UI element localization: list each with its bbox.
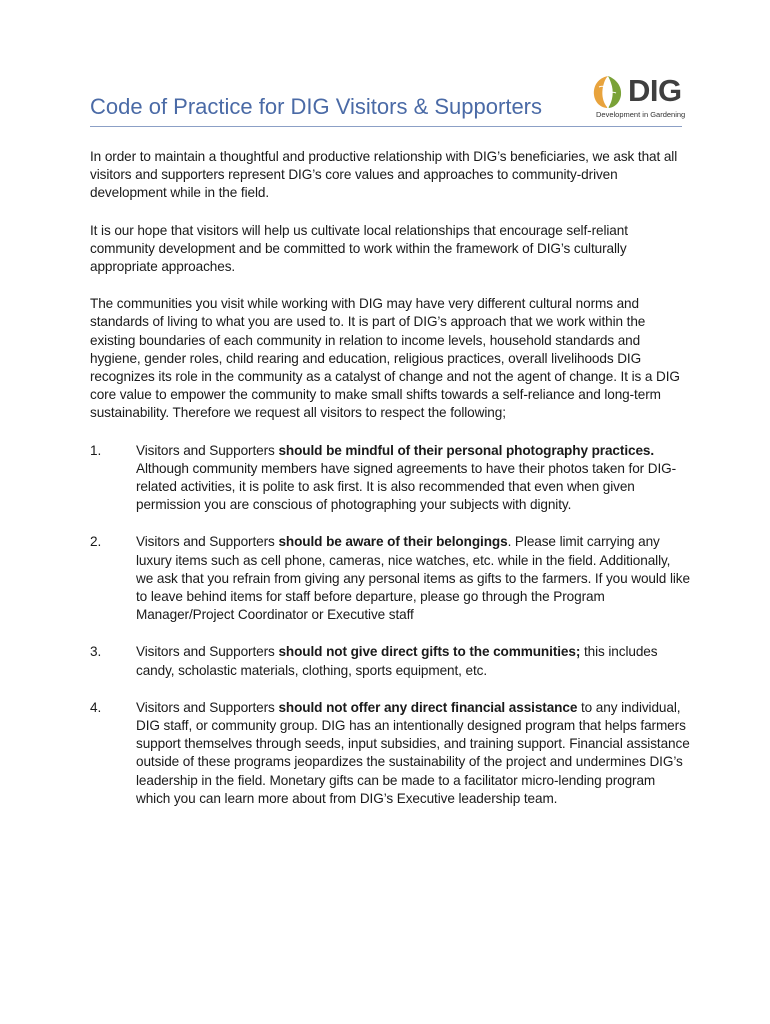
item-rest: to any individual, DIG staff, or community group. DIG has an intentionally designed program that helps farmers support themselves through seeds, input subsidies, and training support. Financial assistance outside of these programs jeopardizes the sustainability of the project and undermines DIG’s leadership in the field. Monetary gifts can be made to a facilitator micro-lending program which you can learn more about from DIG’s Executive leadership team. [136, 699, 690, 806]
logo-wordmark: DIG [628, 73, 682, 108]
list-item-number: 4. [90, 699, 102, 715]
hope-paragraph: It is our hope that visitors will help us cultivate local relationships that encourage self-reliant community development and be committed to work within the framework of DIG’s culturally appropriate approaches. [90, 222, 628, 275]
item-emphasis: should be aware of their belongings [278, 534, 508, 550]
item-emphasis: should be mindful of their personal photography practices. [278, 442, 655, 458]
item-emphasis: should not give direct gifts to the communities; [278, 644, 581, 660]
item-rest: Although community members have signed agreements to have their photos taken for DIG-related activities, it is polite to ask first. It is also recommended that even when given permission you are conscious of photographing your subjects with dignity. [136, 460, 677, 513]
list-item [90, 699, 690, 808]
list-item [90, 643, 690, 679]
item-rest: this includes candy, scholastic materials, clothing, sports equipment, etc. [136, 644, 658, 678]
item-lead: Visitors and Supporters [136, 644, 279, 660]
item-lead: Visitors and Supporters [136, 534, 279, 550]
logo-tagline: Development in Gardening [596, 110, 686, 119]
intro-paragraph: In order to maintain a thoughtful and productive relationship with DIG’s beneficiaries, we ask that all visitors and supporters represent DIG’s core values and approaches to community-driven development while in the field. [90, 149, 678, 201]
document-body [90, 148, 690, 827]
list-item-number: 3. [90, 644, 102, 660]
guidelines-list [90, 442, 690, 808]
item-emphasis: should not offer any direct financial assistance [278, 699, 578, 715]
page-title: Code of Practice for DIG Visitors & Supporters [90, 94, 542, 119]
list-item-text [136, 643, 690, 679]
list-item-number: 2. [90, 534, 102, 550]
communities-paragraph: The communities you visit while working with DIG may have very different cultural norms and standards of living to what you are used to. It is part of DIG’s approach that we work within the existing boundaries of each community in relation to income levels, household standards and hygiene, gender roles, child rearing and education, religious practices, overall livelihoods DIG recognizes its role in the community as a catalyst of change and not the agent of change. It is a DIG core value to empower the community to make small shifts towards a self-reliance and long-term sustainability. Therefore we request all visitors to respect the following; [90, 296, 680, 421]
list-item [90, 533, 690, 624]
list-item-number: 1. [90, 442, 102, 458]
list-item-text [136, 699, 690, 808]
item-rest: . Please limit carrying any luxury items such as cell phone, cameras, nice watches, etc. while in the field. Additionally, we ask that you refrain from giving any personal items as gifts to the farmers. If you would like to leave behind items for staff before departure, please go through the Program Manager/Project Coordinator or Executive staff [136, 534, 690, 623]
item-lead: Visitors and Supporters [136, 442, 279, 458]
dig-logo [590, 72, 688, 124]
list-item-text [136, 442, 690, 515]
list-item-text [136, 533, 690, 624]
list-item [90, 442, 690, 515]
dig-leaf-logo-icon [590, 74, 626, 110]
title-divider [90, 126, 682, 127]
item-lead: Visitors and Supporters [136, 699, 279, 715]
